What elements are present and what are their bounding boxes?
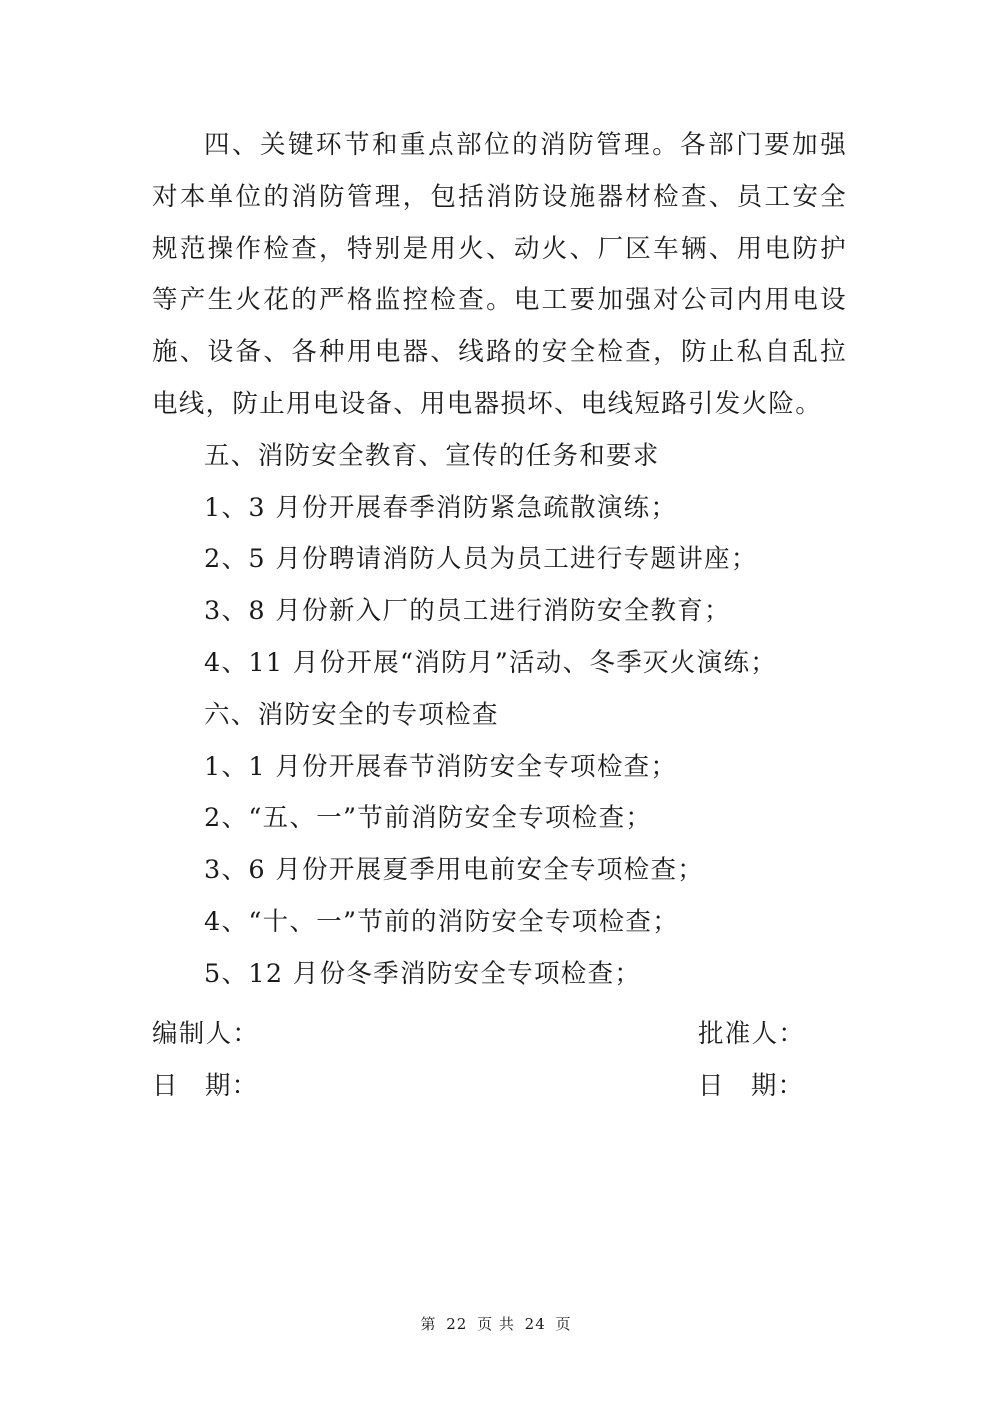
date-label-left-char1: 日 — [152, 1071, 179, 1101]
document-body — [152, 120, 847, 1001]
section-four-paragraph: 四、关键环节和重点部位的消防管理。各部门要加强对本单位的消防管理，包括消防设施器材检查、员工安全规范操作检查，特别是用火、动火、厂区车辆、用电防护等产生火花的严格监控检查。电工要加强对公司内用电设施、设备、各种用电器、线路的安全检查，防止私自乱拉电线，防止用电设备、用电器损坏、电线短路引发火险。 — [152, 130, 847, 419]
section-five-item-2: 2、5 月份聘请消防人员为员工进行专题讲座； — [204, 544, 758, 575]
approver-label: 批准人： — [698, 1019, 806, 1049]
section-six-item-5: 5、12 月份冬季消防安全专项检查； — [204, 958, 642, 989]
date-row — [152, 1066, 847, 1102]
section-five-item-4: 4、11 月份开展“消防月”活动、冬季灭火演练； — [204, 647, 778, 678]
date-label-left — [152, 1066, 258, 1102]
date-label-right-char2: 期： — [750, 1071, 805, 1101]
section-five-heading: 五、消防安全教育、宣传的任务和要求 — [204, 440, 660, 471]
section-six-item-1: 1、1 月份开展春节消防安全专项检查； — [204, 751, 678, 782]
section-six-heading: 六、消防安全的专项检查 — [204, 699, 499, 730]
signature-row — [152, 1014, 847, 1050]
compiler-label: 编制人： — [152, 1019, 260, 1049]
date-label-right — [698, 1066, 804, 1102]
date-label-left-char2: 期： — [204, 1071, 259, 1101]
date-label-right-char1: 日 — [698, 1071, 725, 1101]
section-six-item-4: 4、“十、一”节前的消防安全专项检查； — [204, 906, 679, 937]
footer-middle: 页 共 — [477, 1315, 515, 1333]
section-five-item-3: 3、8 月份新入厂的员工进行消防安全教育； — [204, 596, 731, 627]
section-five-item-1: 1、3 月份开展春季消防紧急疏散演练； — [204, 492, 678, 523]
page-footer — [0, 1313, 992, 1334]
section-six-item-3: 3、6 月份开展夏季用电前安全专项检查； — [204, 855, 705, 886]
footer-total-pages: 24 — [524, 1315, 546, 1333]
footer-prefix: 第 — [420, 1315, 437, 1333]
section-six-item-2: 2、“五、一”节前消防安全专项检查； — [204, 803, 653, 834]
footer-current-page: 22 — [446, 1315, 468, 1333]
footer-suffix: 页 — [555, 1315, 572, 1333]
